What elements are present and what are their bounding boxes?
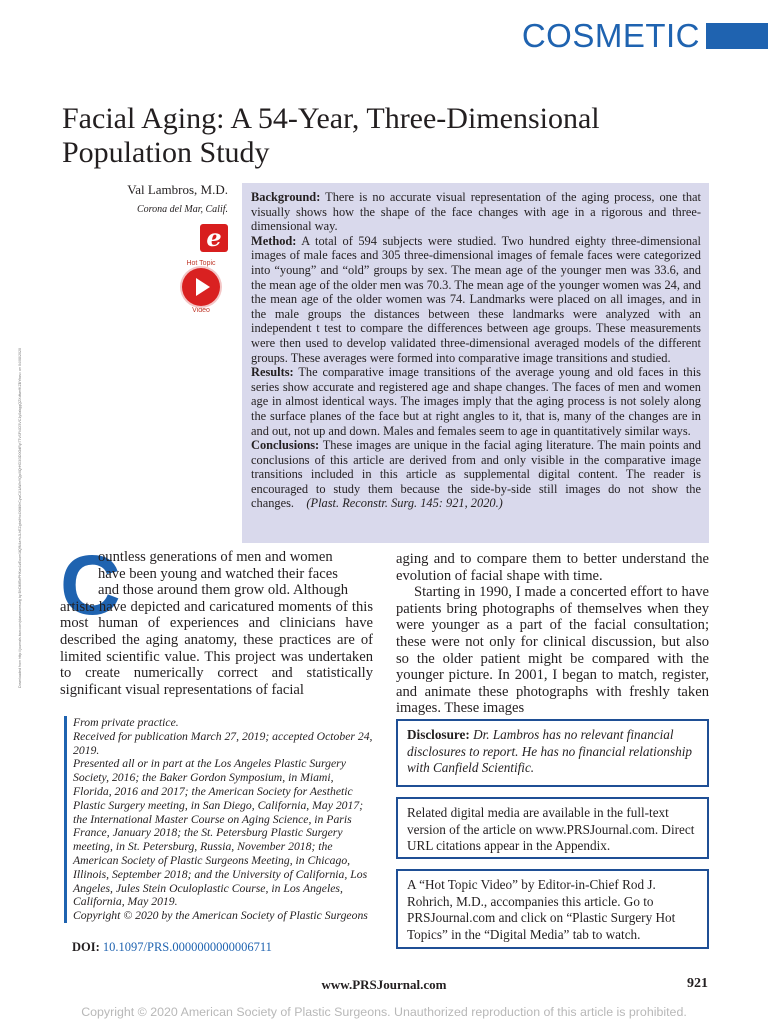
video-icon-top-label: Hot Topic	[186, 260, 216, 267]
hot-topic-video-icon[interactable]	[176, 260, 226, 316]
article-footnote	[64, 716, 374, 923]
play-icon	[182, 268, 220, 306]
footnote-received: Received for publication March 27, 2019; accepted October 24, 2019.	[73, 729, 373, 757]
abstract-method	[251, 234, 701, 365]
disclosure-box	[396, 719, 709, 787]
author-location: Corona del Mar, Calif.	[136, 204, 228, 215]
page-number: 921	[687, 976, 708, 991]
footnote-copyright: Copyright © 2020 by the American Society of Plastic Surgeons	[73, 909, 368, 923]
intro-right-column	[396, 551, 709, 717]
section-color-block	[706, 23, 768, 49]
conclusions-label: Conclusions:	[251, 438, 320, 453]
method-text: A total of 594 subjects were studied. Two hundred eighty three-dimensional images of male faces and 305 three-dimensional images of female faces were categorized into “young” and “old” groups by sex. The mean age of the younger men was 33.6, and the mean age of the older men was 70.3. The mean age of the younger women was 24, and the mean age of the older women was 74. Landmarks were placed on all images, and in the male groups the distances between these landmarks were analyzed with an independent t test to compare the differences between age groups. These measurements were then used to develop validated three-dimensional averaged models of the different groups. These averages were formed into comparative image transitions and studied.	[251, 233, 701, 365]
footer-journal-url[interactable]: www.PRSJournal.com	[321, 977, 447, 992]
drop-cap: C	[60, 538, 121, 632]
method-label: Method:	[251, 233, 297, 248]
abstract-results	[251, 365, 701, 438]
author-block	[60, 182, 228, 215]
hot-topic-video-text: A “Hot Topic Video” by Editor-in-Chief Rod J. Rohrich, M.D., accompanies this article. Go to PRSJournal.com and click on “Plastic Surgery Hot Topics” in the “Digital Media” tab to watch.	[407, 877, 676, 942]
intro-right-paragraph-2: Starting in 1990, I made a concerted effort to have patients bring photographs of themselves when they were younger as a part of the facial consultation; these were not only for clinical discussion, but also so the older patient might be compared with the younger picture. In 2001, I began to match, register, and animate these photographs with freshly taken images. These images	[396, 584, 709, 717]
results-text: The comparative image transitions of the average young and old faces in this series show accurate and registered age and shape changes. The faces of men and women age in almost identical ways. The images imply that the aging process is not solely along the surface planes of the face but at right angles to it, that is, many of the changes are in and out, not up and down. Males and females seem to age in quantitatively similar ways.	[251, 365, 701, 438]
intro-left-body: artists have depicted and caricatured moments of this most human of experiences and clinicians have described the aging anatomy, these practices are of limited scientific value. This project was undertaken to create numerically correct and statistically significant visual representations of facial	[60, 598, 373, 698]
conclusions-text: These images are unique in the facial aging literature. The main points and conclusions of this article are derived from and only visible in the comparative image transitions included in this article as supplemental digital content. The reader is encouraged to study them because the side-by-side still images do not show the changes.	[251, 438, 701, 511]
doi-line	[72, 940, 272, 955]
article-title	[62, 102, 682, 170]
intro-line-3: and those around them grow old. Although	[98, 582, 349, 599]
abstract-box	[242, 183, 709, 543]
doi-label: DOI:	[72, 940, 100, 954]
intro-line-2: have been young and watched their faces	[98, 565, 338, 582]
video-icon-bottom-label: Video	[192, 307, 210, 314]
abstract-citation: (Plast. Reconstr. Surg. 145: 921, 2020.)	[306, 496, 503, 511]
title-line-1: Facial Aging: A 54-Year, Three-Dimensional	[62, 102, 600, 135]
background-label: Background:	[251, 190, 321, 204]
footnote-practice: From private practice.	[73, 716, 179, 729]
title-line-2: Population Study	[62, 136, 270, 169]
disclosure-label: Disclosure:	[407, 727, 470, 742]
disclosure-text: Dr. Lambros has no relevant financial disclosures to report. He has no financial relationship with Canfield Scientific.	[407, 727, 692, 776]
section-label: COSMETIC	[521, 17, 700, 54]
download-side-note	[18, 328, 28, 688]
abstract-background	[251, 190, 701, 234]
background-text: There is no accurate visual representation of the aging process, one that visually shows how the shape of the face changes with age in a rigorous and three-dimensional way.	[251, 190, 701, 234]
intro-line-1: ountless generations of men and women	[98, 549, 333, 565]
doi-link[interactable]: 10.1097/PRS.0000000000006711	[102, 940, 272, 954]
intro-right-paragraph-1: aging and to compare them to better understand the evolution of facial shape with time.	[396, 551, 709, 584]
copyright-notice: Copyright © 2020 American Society of Plastic Surgeons. Unauthorized reproduction of this article is prohibited.	[81, 1005, 687, 1019]
section-banner	[508, 14, 768, 58]
intro-left-column	[60, 549, 373, 698]
abstract-conclusions	[251, 438, 701, 511]
electronic-content-icon[interactable]: e	[200, 224, 228, 252]
download-note-text: Downloaded from http://journals.lww.com/plasreconsurg by BhDMf5ePHKav1zEoum1tQfN4a+kJLhEZgbsIHo4XMi0hCywCX1AWnYQp/IlQrHD3i3D0OdRyi7TvSFl4Cf3VC1y0abggQZXdtwnfKZBYtws= on 04/08/2020	[18, 347, 22, 688]
results-label: Results:	[251, 365, 294, 380]
related-media-box	[396, 797, 709, 859]
author-name: Val Lambros, M.D.	[127, 182, 228, 197]
related-media-text: Related digital media are available in the full-text version of the article on www.PRSJournal.com. Direct URL citations appear in the Appendix.	[407, 805, 695, 854]
footnote-presented: Presented all or in part at the Los Angeles Plastic Surgery Society, 2016; the Baker Gordon Symposium, in Miami, Florida, 2016 and 2017; the American Society for Aesthetic Plastic Surgery meeting, in San Diego, California, May 2017; the International Master Course on Aging Science, in Paris France, January 2018; the St. Petersburg Plastic Surgery meeting, in St. Petersburg, Russia, November 2018; the American Society of Plastic Surgeons Meeting, in Chicago, Illinois, September 2018; and the University of California, Los Angeles, Jules Stein Oculoplastic Course, in Los Angeles, California, May 2019.	[73, 757, 368, 909]
hot-topic-video-box	[396, 869, 709, 949]
